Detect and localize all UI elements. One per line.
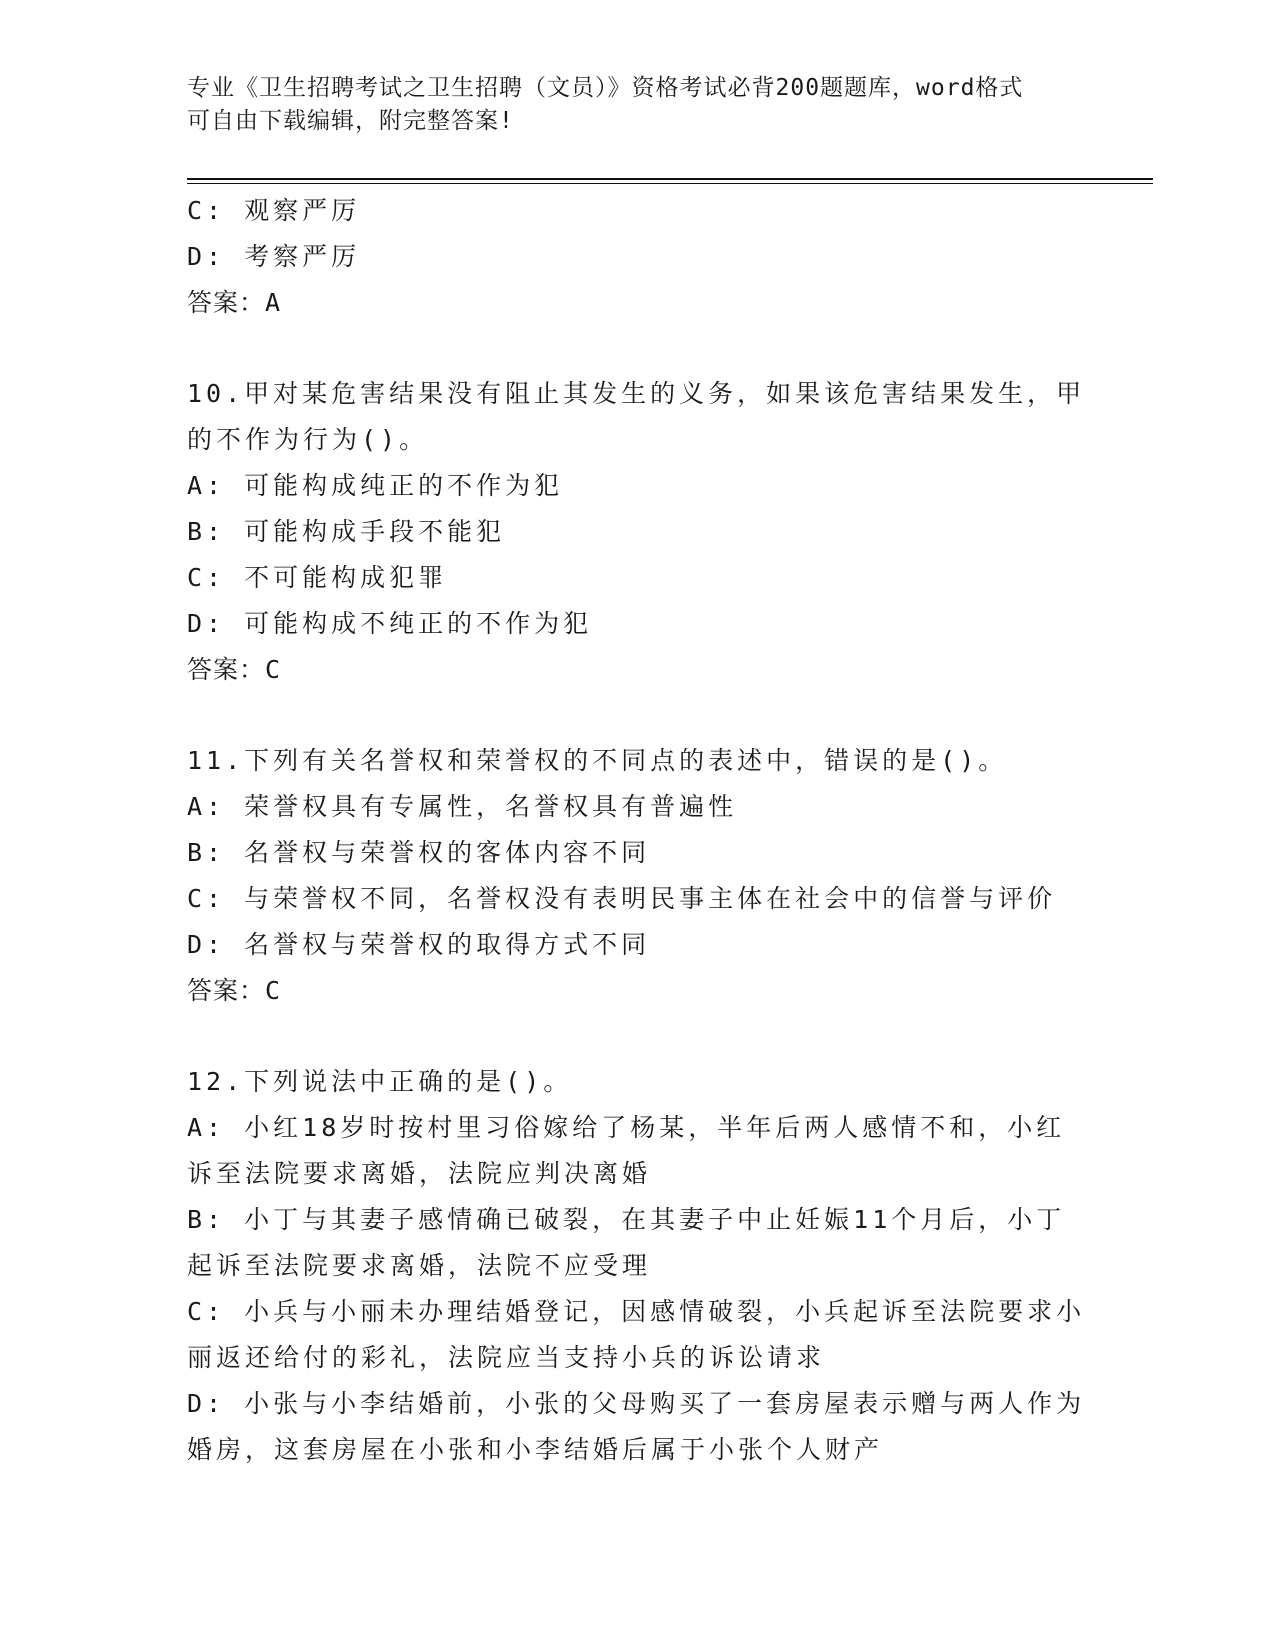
document-header [187, 72, 1087, 138]
option-c: C: 不可能构成犯罪 [187, 563, 448, 592]
option-d-line-1: D: 小张与小李结婚前，小张的父母购买了一套房屋表示赠与两人作为 [187, 1389, 1086, 1418]
option-a: A: 可能构成纯正的不作为犯 [187, 471, 564, 500]
header-title-line-2: 可自由下载编辑，附完整答案! [187, 108, 514, 134]
answer: 答案：C [187, 655, 282, 684]
header-divider-thick [187, 178, 1153, 180]
header-divider-thin [187, 183, 1153, 184]
question-stem-line-1: 10.甲对某危害结果没有阻止其发生的义务，如果该危害结果发生，甲 [187, 379, 1086, 408]
option-d: D: 考察严厉 [187, 242, 361, 271]
header-title-line-1: 专业《卫生招聘考试之卫生招聘（文员）》资格考试必背200题题库，word格式 [187, 75, 1024, 101]
spacer [187, 1014, 1087, 1059]
answer: 答案：C [187, 976, 282, 1005]
question-9-continued [187, 188, 1087, 326]
spacer [187, 693, 1087, 738]
option-d: D: 名誉权与荣誉权的取得方式不同 [187, 930, 651, 959]
option-b: B: 名誉权与荣誉权的客体内容不同 [187, 838, 651, 867]
option-b-line-1: B: 小丁与其妻子感情确已破裂，在其妻子中止妊娠11个月后，小丁 [187, 1205, 1066, 1234]
question-list [187, 188, 1087, 1473]
question-stem: 11.下列有关名誉权和荣誉权的不同点的表述中，错误的是()。 [187, 746, 1008, 775]
option-a: A: 荣誉权具有专属性，名誉权具有普遍性 [187, 792, 738, 821]
option-b-line-2: 起诉至法院要求离婚，法院不应受理 [187, 1251, 652, 1280]
question-12 [187, 1059, 1087, 1473]
question-stem: 12.下列说法中正确的是()。 [187, 1067, 573, 1096]
question-10 [187, 371, 1087, 693]
spacer [187, 326, 1087, 371]
option-c: C: 观察严厉 [187, 196, 361, 225]
option-a-line-2: 诉至法院要求离婚，法院应判决离婚 [187, 1159, 652, 1188]
option-d-line-2: 婚房，这套房屋在小张和小李结婚后属于小张个人财产 [187, 1435, 884, 1464]
option-c: C: 与荣誉权不同，名誉权没有表明民事主体在社会中的信誉与评价 [187, 884, 1057, 913]
option-c-line-1: C: 小兵与小丽未办理结婚登记，因感情破裂，小兵起诉至法院要求小 [187, 1297, 1086, 1326]
question-11 [187, 738, 1087, 1014]
option-c-line-2: 丽返还给付的彩礼，法院应当支持小兵的诉讼请求 [187, 1343, 826, 1372]
question-stem-line-2: 的不作为行为()。 [187, 425, 429, 454]
option-d: D: 可能构成不纯正的不作为犯 [187, 609, 593, 638]
option-a-line-1: A: 小红18岁时按村里习俗嫁给了杨某，半年后两人感情不和，小红 [187, 1113, 1066, 1142]
answer: 答案：A [187, 288, 282, 317]
option-b: B: 可能构成手段不能犯 [187, 517, 506, 546]
